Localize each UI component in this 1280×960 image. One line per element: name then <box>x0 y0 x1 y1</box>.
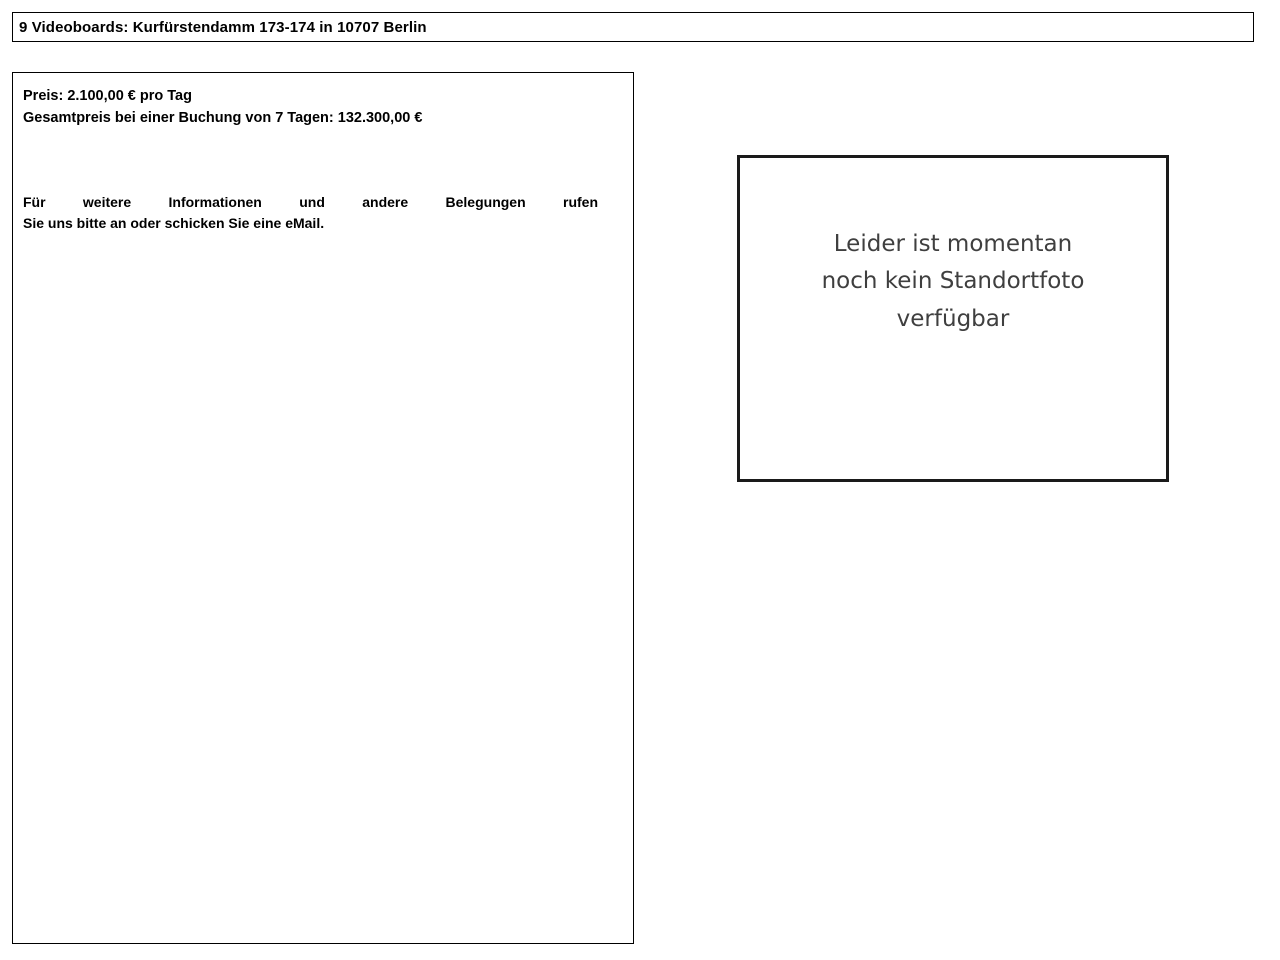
total-price: Gesamtpreis bei einer Buchung von 7 Tagen: 132.300,00 € <box>23 110 423 127</box>
photo-placeholder-line-3: verfügbar <box>896 305 1010 332</box>
header-bar <box>12 12 1254 42</box>
contact-note-line-2: Sie uns bitte an oder schicken Sie eine eMail. <box>23 214 325 231</box>
info-panel <box>12 72 634 944</box>
photo-placeholder-line-1: Leider ist momentan <box>833 231 1073 257</box>
photo-placeholder <box>737 155 1169 482</box>
contact-note <box>23 192 598 234</box>
price-per-day: Preis: 2.100,00 € pro Tag <box>23 88 192 104</box>
contact-note-line-1: Für weitere Informationen und andere Belegungen rufen <box>23 193 598 210</box>
page-title: 9 Videoboards: Kurfürstendamm 173-174 in 10707 Berlin <box>19 18 427 36</box>
photo-placeholder-message <box>822 226 1085 338</box>
photo-placeholder-line-2: noch kein Standortfoto <box>821 268 1085 295</box>
